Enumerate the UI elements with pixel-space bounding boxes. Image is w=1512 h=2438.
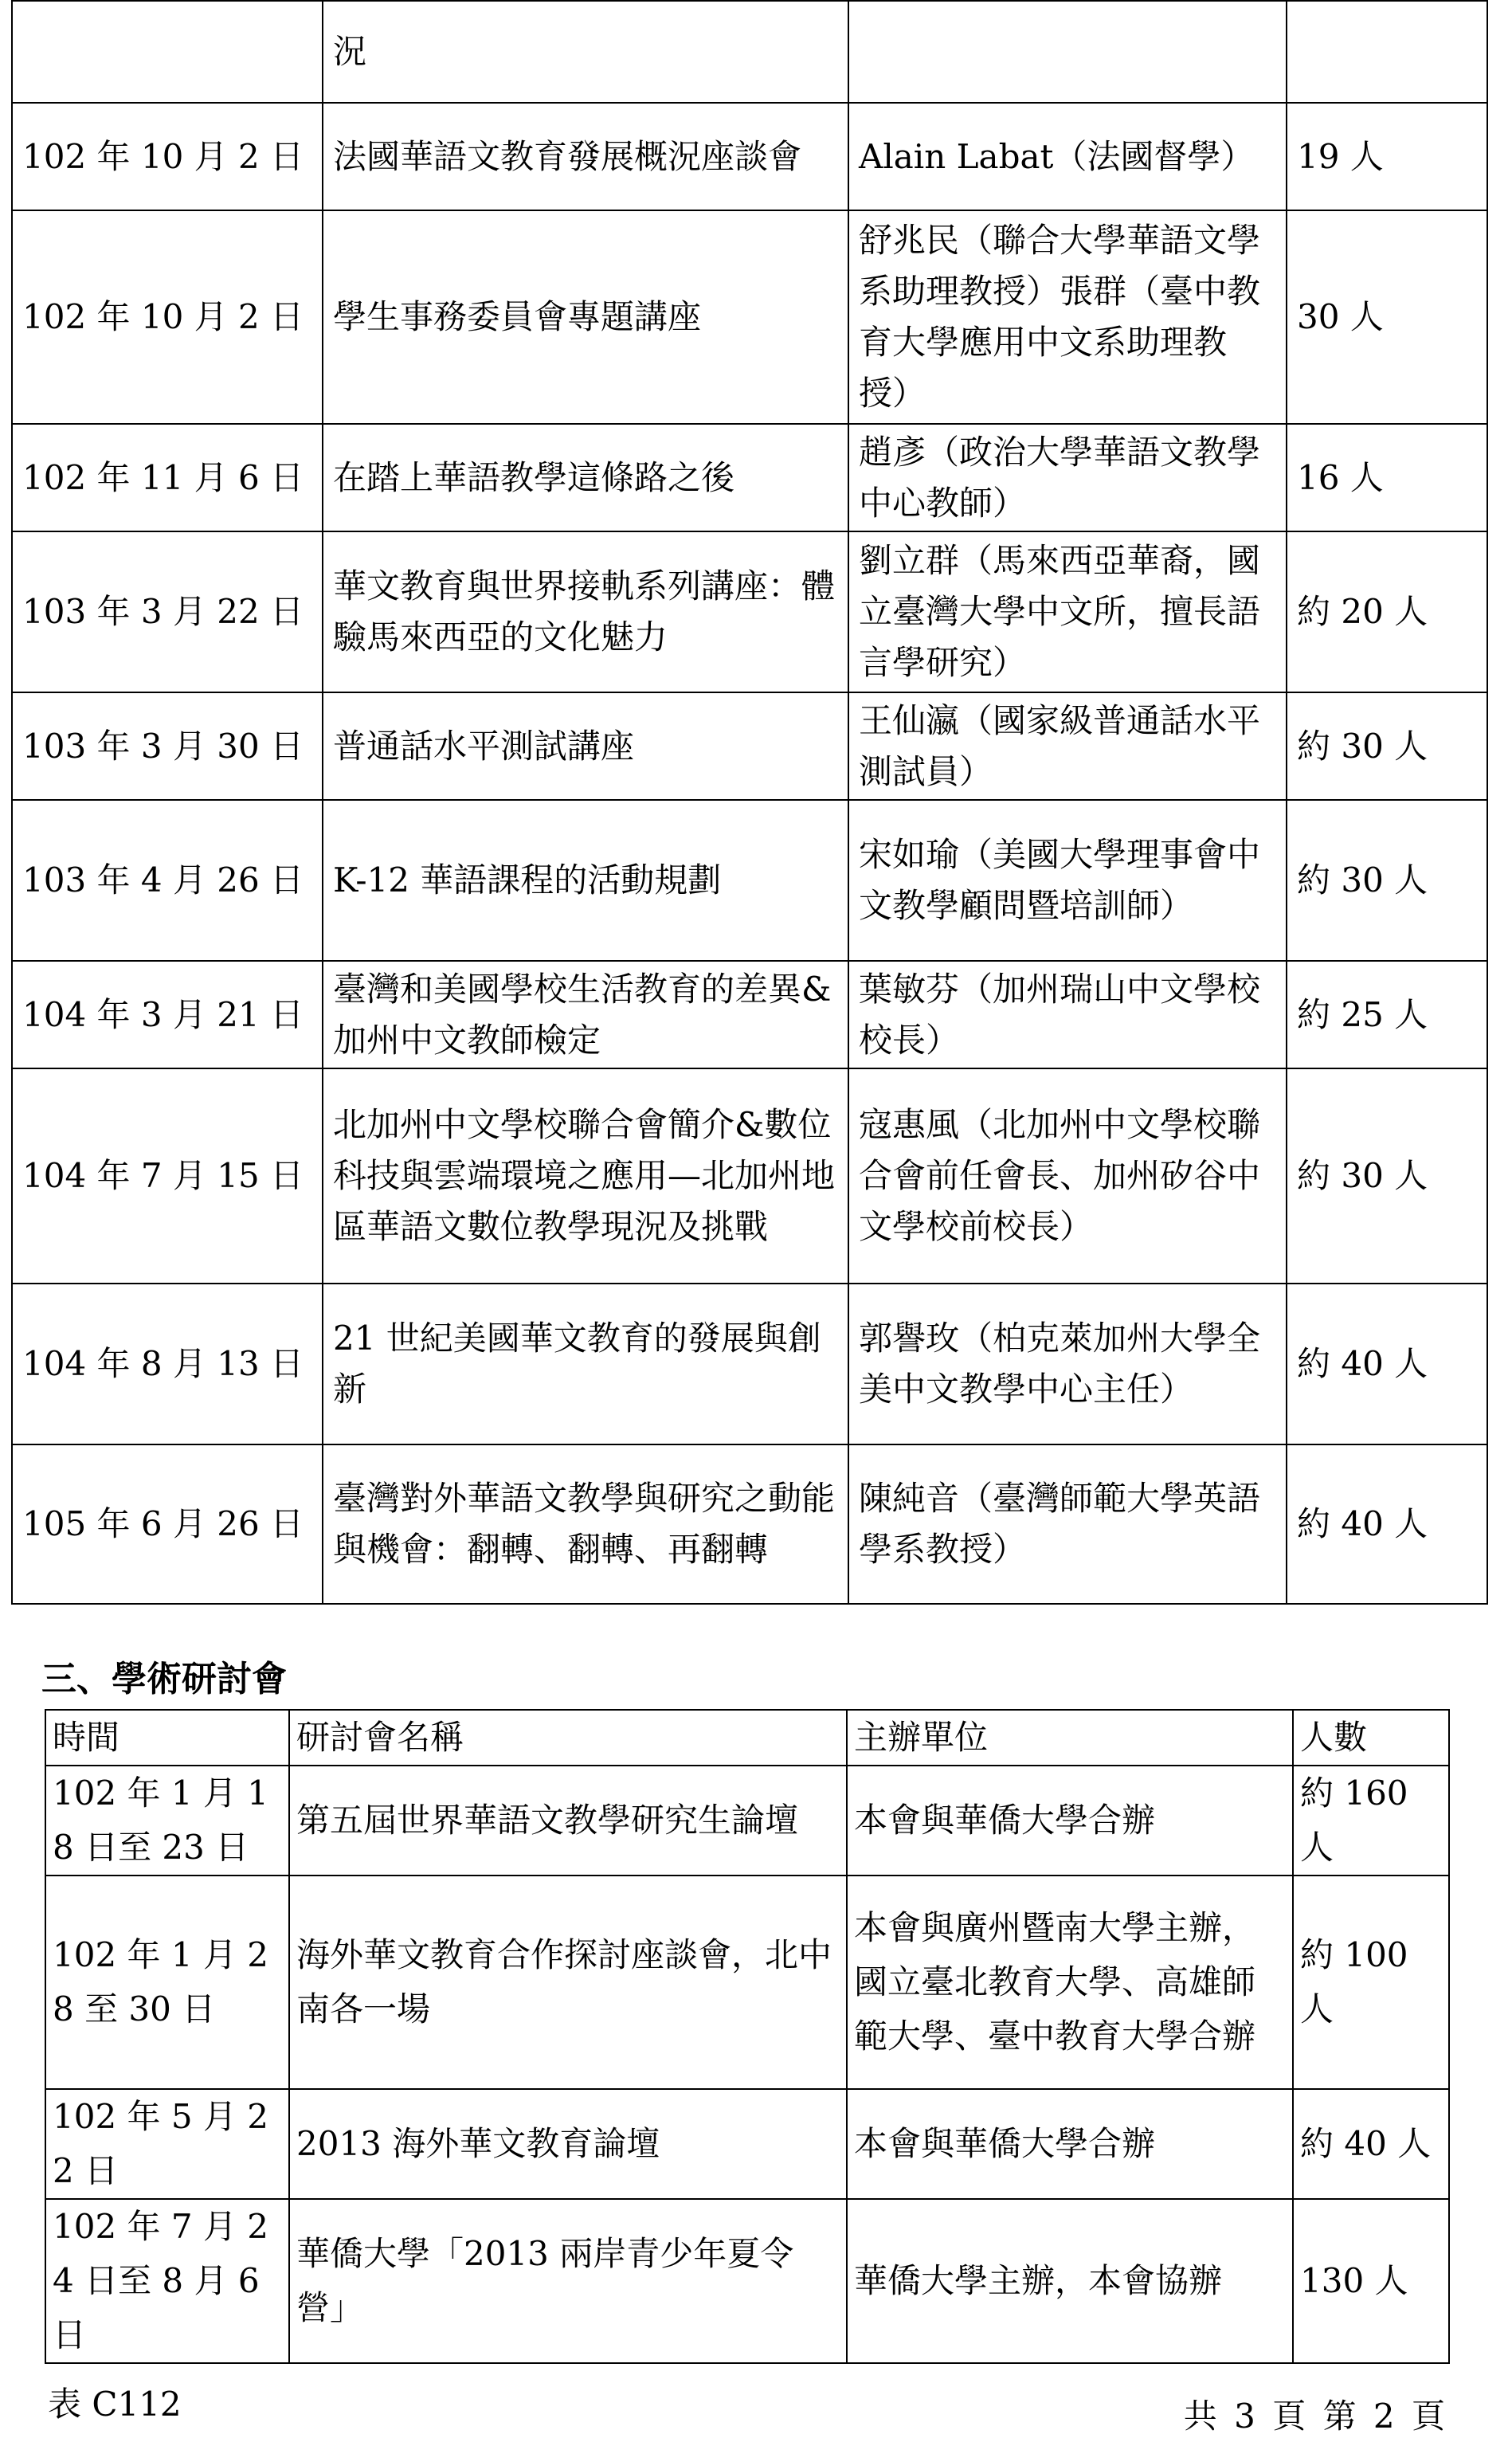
talk-row [12,1,1487,103]
seminar-row-name: 華僑大學「2013 兩岸青少年夏令營」 [289,2199,847,2363]
talk-row-date: 103 年 3 月 30 日 [12,692,323,800]
talk-row-date: 102 年 11 月 6 日 [12,424,323,531]
talk-row-title: 臺灣對外華語文教學與研究之動能與機會：翻轉、翻轉、再翻轉 [323,1444,848,1604]
talk-row [12,1284,1487,1444]
seminar-row-time: 102 年 1 月 18 日至 23 日 [45,1766,289,1876]
talk-row-date: 104 年 7 月 15 日 [12,1068,323,1284]
talk-row-title: 在踏上華語教學這條路之後 [323,424,848,531]
header-time: 時間 [45,1710,289,1766]
talk-row [12,531,1487,692]
seminars-table [45,1709,1450,2364]
talk-row-title: 臺灣和美國學校生活教育的差異&加州中文教師檢定 [323,961,848,1068]
talk-row-speaker: 葉敏芬（加州瑞山中文學校校長） [848,961,1287,1068]
talks-table [11,0,1488,1605]
seminars-header-row [45,1710,1449,1766]
seminar-row-org: 本會與華僑大學合辦 [847,2089,1293,2199]
seminar-row-name: 海外華文教育合作探討座談會，北中南各一場 [289,1876,847,2089]
seminar-row-count: 約 40 人 [1293,2089,1449,2199]
talk-row [12,961,1487,1068]
header-name: 研討會名稱 [289,1710,847,1766]
talk-row-count: 約 40 人 [1287,1284,1487,1444]
talk-row-speaker [848,1,1287,103]
talk-row-speaker: 趙彥（政治大學華語文教學中心教師） [848,424,1287,531]
talk-row-date: 102 年 10 月 2 日 [12,103,323,210]
talk-row-count: 19 人 [1287,103,1487,210]
talk-row-speaker: 王仙瀛（國家級普通話水平測試員） [848,692,1287,800]
talk-row [12,103,1487,210]
talk-row-count: 約 30 人 [1287,1068,1487,1284]
seminar-row-time: 102 年 1 月 28 至 30 日 [45,1876,289,2089]
seminar-row-name: 2013 海外華文教育論壇 [289,2089,847,2199]
talk-row-speaker: 陳純音（臺灣師範大學英語學系教授） [848,1444,1287,1604]
talk-row [12,1444,1487,1604]
seminar-row-time: 102 年 5 月 22 日 [45,2089,289,2199]
talk-row [12,800,1487,961]
header-org: 主辦單位 [847,1710,1293,1766]
talk-row-date: 102 年 10 月 2 日 [12,210,323,424]
talk-row-title: 學生事務委員會專題講座 [323,210,848,424]
talk-row-speaker: 郭譽玫（柏克萊加州大學全美中文教學中心主任） [848,1284,1287,1444]
talk-row-date: 104 年 3 月 21 日 [12,961,323,1068]
talk-row-count: 16 人 [1287,424,1487,531]
talk-row-speaker: 舒兆民（聯合大學華語文學系助理教授）張群（臺中教育大學應用中文系助理教授） [848,210,1287,424]
seminar-row-org: 華僑大學主辦，本會協辦 [847,2199,1293,2363]
seminar-row [45,1876,1449,2089]
page-number: 共 3 頁 第 2 頁 [1183,2397,1448,2436]
talk-row-count [1287,1,1487,103]
seminar-row [45,2089,1449,2199]
talk-row-count: 約 20 人 [1287,531,1487,692]
header-count: 人數 [1293,1710,1449,1766]
talk-row-title: 普通話水平測試講座 [323,692,848,800]
talk-row [12,424,1487,531]
talk-row-count: 約 25 人 [1287,961,1487,1068]
talk-row-title: K-12 華語課程的活動規劃 [323,800,848,961]
seminar-row-count: 約 100 人 [1293,1876,1449,2089]
talk-row-count: 約 40 人 [1287,1444,1487,1604]
talk-row-speaker: 劉立群（馬來西亞華裔，國立臺灣大學中文所，擅長語言學研究） [848,531,1287,692]
talk-row-date: 104 年 8 月 13 日 [12,1284,323,1444]
talk-row-count: 約 30 人 [1287,692,1487,800]
talk-row-date: 103 年 4 月 26 日 [12,800,323,961]
seminar-row-count: 約 160 人 [1293,1766,1449,1876]
section-heading: 三、學術研討會 [41,1659,287,1699]
seminar-row-org: 本會與廣州暨南大學主辦，國立臺北教育大學、高雄師範大學、臺中教育大學合辦 [847,1876,1293,2089]
talk-row [12,210,1487,424]
seminar-row-time: 102 年 7 月 24 日至 8 月 6 日 [45,2199,289,2363]
seminar-row [45,1766,1449,1876]
talk-row-date: 105 年 6 月 26 日 [12,1444,323,1604]
seminar-row-count: 130 人 [1293,2199,1449,2363]
talk-row-title: 華文教育與世界接軌系列講座：體驗馬來西亞的文化魅力 [323,531,848,692]
talk-row-count: 約 30 人 [1287,800,1487,961]
seminar-row [45,2199,1449,2363]
talk-row-title: 21 世紀美國華文教育的發展與創新 [323,1284,848,1444]
talks-table-body [12,1,1487,1604]
talk-row-title: 況 [323,1,848,103]
talk-row-speaker: 寇惠風（北加州中文學校聯合會前任會長、加州矽谷中文學校前校長） [848,1068,1287,1284]
seminar-row-org: 本會與華僑大學合辦 [847,1766,1293,1876]
form-code: 表 C112 [48,2385,182,2424]
talk-row [12,692,1487,800]
talk-row-title: 法國華語文教育發展概況座談會 [323,103,848,210]
talk-row [12,1068,1487,1284]
talk-row-speaker: Alain Labat（法國督學） [848,103,1287,210]
talk-row-date: 103 年 3 月 22 日 [12,531,323,692]
talk-row-date [12,1,323,103]
talk-row-title: 北加州中文學校聯合會簡介&數位科技與雲端環境之應用—北加州地區華語文數位教學現況及挑戰 [323,1068,848,1284]
seminars-table-body [45,1766,1449,2363]
talk-row-speaker: 宋如瑜（美國大學理事會中文教學顧問暨培訓師） [848,800,1287,961]
seminar-row-name: 第五屆世界華語文教學研究生論壇 [289,1766,847,1876]
talk-row-count: 30 人 [1287,210,1487,424]
